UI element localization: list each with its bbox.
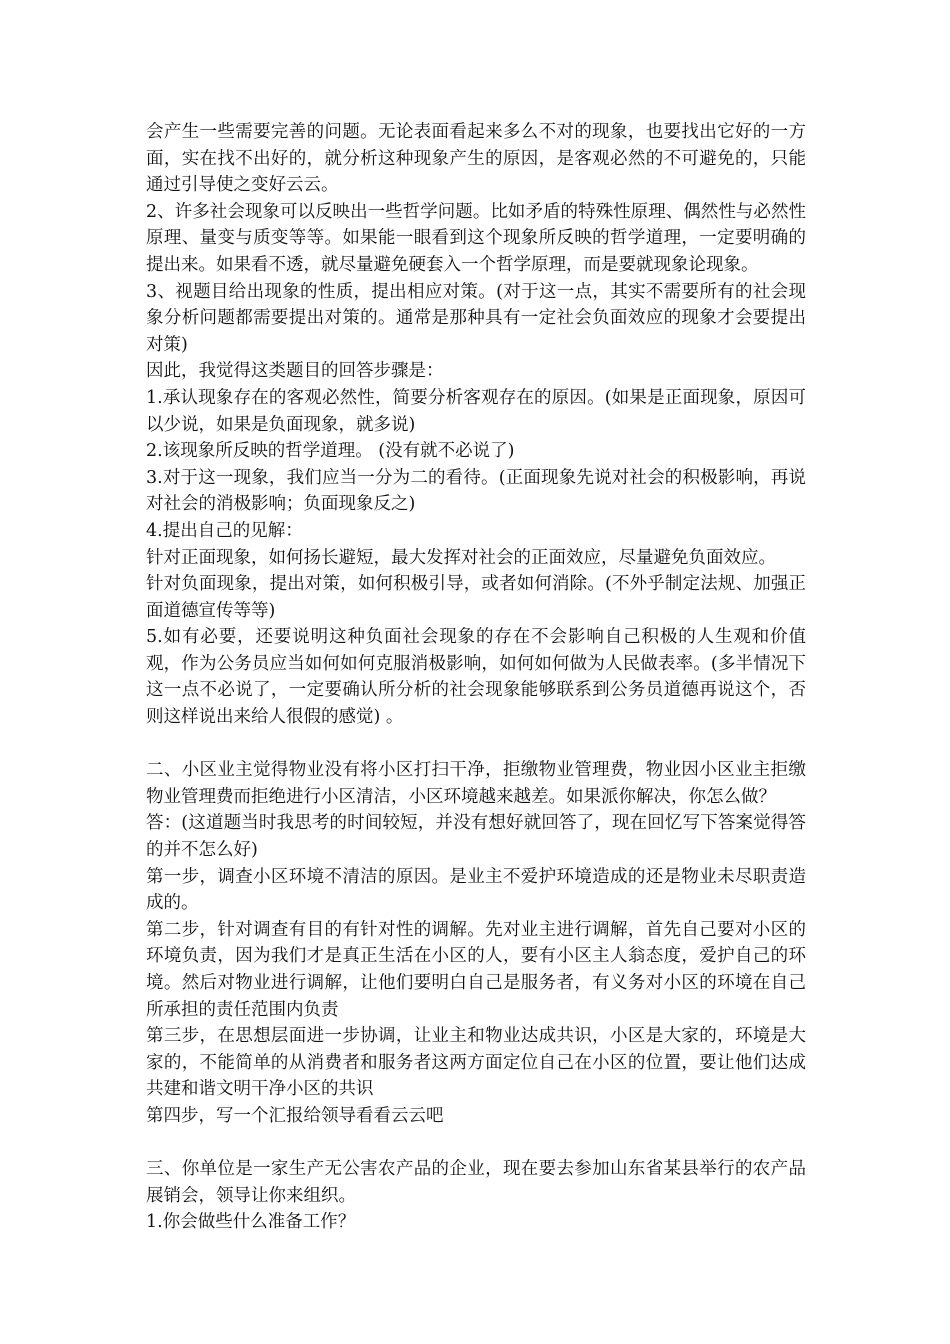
question-heading: 三、你单位是一家生产无公害农产品的企业，现在要去参加山东省某县举行的农产品展销会，领导让你来组织。 — [146, 1159, 806, 1206]
paragraph: 因此，我觉得这类题目的回答步骤是： — [146, 361, 444, 382]
paragraph: 1.你会做些什么准备工作？ — [146, 1212, 356, 1233]
paragraph: 针对正面现象，如何扬长避短，最大发挥对社会的正面效应，尽量避免负面效应。 — [146, 547, 776, 568]
paragraph: 3.对于这一现象，我们应当一分为二的看待。(正面现象先说对社会的积极影响，再说对社会的消极影响；负面现象反之) — [146, 467, 806, 515]
paragraph: 5.如有必要，还要说明这种负面社会现象的存在不会影响自己积极的人生观和价值观，作为公务员应当如何如何克服消极影响，如何如何做为人民做表率。(多半情况下这一点不必说了，一定要确认所分析的社会现象能够联系到公务员道德再说这个，否则这样说出来给人很假的感觉) 。 — [146, 627, 806, 728]
document-body — [146, 119, 806, 1236]
paragraph: 2.该现象所反映的哲学道理。 (没有就不必说了) — [146, 441, 515, 462]
question-heading: 二、小区业主觉得物业没有将小区打扫干净，拒缴物业管理费，物业因小区业主拒缴物业管理费而拒绝进行小区清洁，小区环境越来越差。如果派你解决，你怎么做？ — [146, 760, 806, 807]
paragraph: 4.提出自己的见解： — [146, 520, 303, 541]
paragraph: 会产生一些需要完善的问题。无论表面看起来多么不对的现象，也要找出它好的一方面，实在找不出好的，就分析这种现象产生的原因，是客观必然的不可避免的，只能通过引导使之变好云云。 — [146, 122, 806, 196]
paragraph: 针对负面现象，提出对策，如何积极引导，或者如何消除。(不外乎制定法规、加强正面道德宣传等等) — [146, 574, 806, 621]
paragraph: 第四步，写一个汇报给领导看看云云吧 — [146, 1105, 444, 1126]
paragraph: 1.承认现象存在的客观必然性，简要分析客观存在的原因。(如果是正面现象，原因可以少说，如果是负面现象，就多说) — [146, 387, 806, 435]
paragraph: 3、视题目给出现象的性质，提出相应对策。(对于这一点，其实不需要所有的社会现象分析问题都需要提出对策的。通常是那种具有一定社会负面效应的现象才会要提出对策) — [146, 281, 806, 355]
blank-line — [146, 731, 806, 758]
paragraph: 2、许多社会现象可以反映出一些哲学问题。比如矛盾的特殊性原理、偶然性与必然性原理、量变与质变等等。如果能一眼看到这个现象所反映的哲学道理，一定要明确的提出来。如果看不透，就尽量避免硬套入一个哲学原理，而是要就现象论现象。 — [146, 201, 806, 275]
paragraph: 第一步，调查小区环境不清洁的原因。是业主不爱护环境造成的还是物业未尽职责造成的。 — [146, 866, 806, 914]
blank-line — [146, 1130, 806, 1157]
paragraph: 第三步，在思想层面进一步协调，让业主和物业达成共识，小区是大家的，环境是大家的，不能简单的从消费者和服务者这两方面定位自己在小区的位置，要让他们达成共建和谐文明干净小区的共识 — [146, 1026, 806, 1100]
paragraph: 答：(这道题当时我思考的时间较短，并没有想好就回答了，现在回忆写下答案觉得答的并不怎么好) — [146, 813, 806, 861]
paragraph: 第二步，针对调查有目的有针对性的调解。先对业主进行调解，首先自己要对小区的环境负责，因为我们才是真正生活在小区的人，要有小区主人翁态度，爱护自己的环境。然后对物业进行调解，让他们要明白自己是服务者，有义务对小区的环境在自己所承担的责任范围内负责 — [146, 919, 806, 1020]
